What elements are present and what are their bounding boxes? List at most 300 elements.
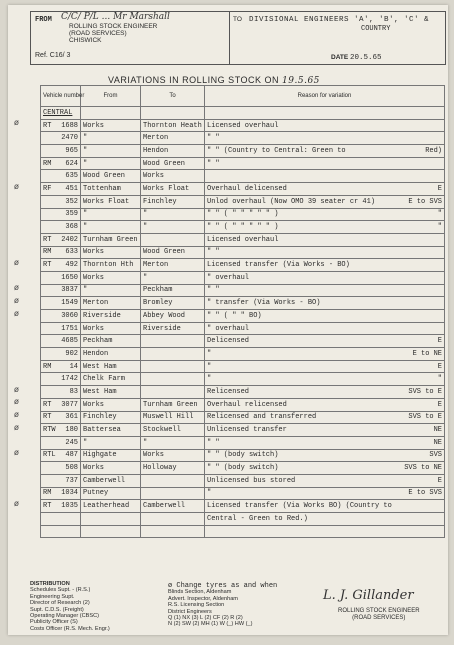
distribution-line: Schedules Supt. - (R.S.) — [30, 587, 91, 594]
from-cell: Works — [81, 246, 141, 259]
column-header: Reason for variation — [205, 86, 445, 107]
to-cell: Finchley — [141, 195, 205, 208]
table-row — [41, 233, 445, 246]
to-cell: Wood Green — [141, 246, 205, 259]
vehicle-number — [41, 284, 81, 297]
vehicle-id: 624 — [65, 159, 78, 168]
section-row — [41, 107, 445, 120]
table-row — [41, 284, 445, 297]
from-cell: Leatherhead — [81, 500, 141, 513]
vehicle-number — [41, 386, 81, 399]
to-cell — [141, 233, 205, 246]
vehicle-number — [41, 424, 81, 437]
table-row — [41, 398, 445, 411]
table-row — [41, 462, 445, 475]
vehicle-id: 1751 — [61, 324, 78, 333]
vehicle-id: 352 — [65, 197, 78, 206]
vehicle-number — [41, 259, 81, 272]
vehicle-number — [41, 221, 81, 234]
table-row — [41, 271, 445, 284]
reason-text: " " — [207, 134, 220, 143]
reason-cell — [205, 246, 445, 259]
vehicle-id: 1549 — [61, 299, 78, 308]
to-cell — [141, 513, 205, 526]
vehicle-id: 451 — [65, 184, 78, 193]
vehicle-prefix: RM — [43, 159, 52, 168]
handwritten-note: C/C/ P/L ... Mr Marshall — [61, 12, 170, 22]
date-field — [331, 54, 382, 62]
vehicle-id: 4685 — [61, 337, 78, 346]
cc-line: Blinds Section, Aldenham — [168, 589, 232, 596]
margin-mark: ø — [14, 499, 19, 508]
cc-line: Q (1) NX (3) L (2) CF (2) R (2) — [168, 615, 243, 622]
to-cell — [141, 525, 205, 538]
reason-text: " overhaul — [207, 324, 250, 333]
vehicle-number — [41, 246, 81, 259]
to-cell — [141, 474, 205, 487]
to-cell: Works — [141, 449, 205, 462]
vehicle-number — [41, 348, 81, 361]
status-code: Red) — [425, 146, 442, 155]
margin-mark: ø — [14, 410, 19, 420]
to-country: COUNTRY — [361, 25, 391, 33]
vehicle-number — [41, 360, 81, 373]
distribution-heading: DISTRIBUTION — [30, 581, 70, 587]
vehicle-number — [41, 271, 81, 284]
to-cell — [141, 360, 205, 373]
reason-text: " " (body switch) — [207, 464, 279, 473]
reason-text: " " ( " " " " " ) — [207, 210, 279, 219]
table-row — [41, 246, 445, 259]
status-code: SVS — [429, 451, 442, 460]
variations-table — [40, 85, 445, 538]
table-row — [41, 513, 445, 526]
reason-text: " overhaul — [207, 273, 250, 282]
vehicle-prefix: RT — [43, 502, 52, 511]
distribution-line: Publicity Officer (S) — [30, 619, 78, 626]
vehicle-prefix: RM — [43, 248, 52, 257]
vehicle-id: 1688 — [61, 121, 78, 130]
to-cell: Merton — [141, 259, 205, 272]
distribution-list — [30, 581, 110, 632]
vehicle-prefix: RT — [43, 413, 52, 422]
vehicle-number — [41, 449, 81, 462]
reason-text: Licensed transfer (Via Works BO) (Country to — [207, 502, 392, 511]
title-date: 19.5.65 — [282, 76, 320, 86]
vehicle-number — [41, 335, 81, 348]
margin-mark: ø — [14, 308, 19, 318]
status-code: SVS to E — [408, 387, 442, 396]
vehicle-prefix: RTL — [43, 451, 56, 460]
from-cell: Peckham — [81, 335, 141, 348]
table-row — [41, 373, 445, 386]
vehicle-id: 1742 — [61, 375, 78, 384]
from-cell: Wood Green — [81, 170, 141, 183]
reason-cell — [205, 424, 445, 437]
from-cell: Works Float — [81, 195, 141, 208]
from-cell: " — [81, 132, 141, 145]
status-code: " — [437, 375, 442, 384]
reason-cell — [205, 271, 445, 284]
from-cell: Putney — [81, 487, 141, 500]
to-cell: Works — [141, 170, 205, 183]
table-row — [41, 386, 445, 399]
tyre-note: ø Change tyres as and when — [168, 582, 278, 590]
vehicle-prefix: RT — [43, 121, 52, 130]
table-row — [41, 500, 445, 513]
from-cell: Chelk Farm — [81, 373, 141, 386]
table-row — [41, 525, 445, 538]
reason-cell — [205, 474, 445, 487]
reason-cell — [205, 500, 445, 513]
vehicle-id: 492 — [65, 261, 78, 270]
cc-list — [168, 583, 277, 628]
reason-cell — [205, 259, 445, 272]
status-code: E — [437, 476, 442, 485]
to-cell: Riverside — [141, 322, 205, 335]
reason-cell — [205, 386, 445, 399]
table-row — [41, 348, 445, 361]
reason-text: Unlod overhaul (Now OMO 39 seater cr 41) — [207, 197, 376, 206]
table-row — [41, 208, 445, 221]
vehicle-id: 361 — [65, 413, 78, 422]
to-cell: Peckham — [141, 284, 205, 297]
margin-mark: ø — [14, 384, 19, 394]
vehicle-number — [41, 157, 81, 170]
table-body — [41, 107, 445, 538]
from-cell: " — [81, 284, 141, 297]
reason-text: " " ( " " BO) — [207, 311, 262, 320]
vehicle-id: 1035 — [61, 502, 78, 511]
signature: L. J. Gillander — [323, 588, 414, 603]
from-label: FROM — [35, 16, 52, 24]
reason-cell — [205, 119, 445, 132]
vehicle-number — [41, 411, 81, 424]
vehicle-prefix: RM — [43, 362, 52, 371]
reason-cell — [205, 462, 445, 475]
from-cell: Works — [81, 119, 141, 132]
section-label: CENTRAL — [41, 107, 81, 120]
vehicle-id: 965 — [65, 146, 78, 155]
from-cell: Tottenham — [81, 183, 141, 196]
table-row — [41, 487, 445, 500]
reason-cell — [205, 170, 445, 183]
reason-cell — [205, 284, 445, 297]
vehicle-number — [41, 500, 81, 513]
reason-text: " " — [207, 286, 220, 295]
reason-text: " " (Country to Central: Green to — [207, 146, 346, 155]
vehicle-id: 1034 — [61, 489, 78, 498]
reason-cell — [205, 373, 445, 386]
to-cell — [141, 386, 205, 399]
to-cell: Merton — [141, 132, 205, 145]
to-cell — [141, 348, 205, 361]
vehicle-id: 3837 — [61, 286, 78, 295]
to-cell: " — [141, 221, 205, 234]
from-cell: " — [81, 157, 141, 170]
vehicle-id: 2470 — [61, 134, 78, 143]
table-row — [41, 335, 445, 348]
from-cell: " — [81, 221, 141, 234]
vehicle-number — [41, 233, 81, 246]
from-cell: " — [81, 208, 141, 221]
table-row — [41, 411, 445, 424]
vehicle-number — [41, 208, 81, 221]
to-cell: Bromley — [141, 297, 205, 310]
cc-line: R.S. Licensing Section — [168, 602, 225, 609]
vehicle-id: 508 — [65, 464, 78, 473]
reason-text: Overhaul delicensed — [207, 184, 287, 193]
from-cell — [81, 513, 141, 526]
from-cell: Finchley — [81, 411, 141, 424]
reason-cell — [205, 411, 445, 424]
from-cell: Turnham Green — [81, 233, 141, 246]
reason-text: " " — [207, 248, 220, 257]
vehicle-number — [41, 513, 81, 526]
vehicle-number — [41, 436, 81, 449]
table-row — [41, 221, 445, 234]
from-cell: Works — [81, 398, 141, 411]
to-cell: Abbey Wood — [141, 310, 205, 323]
to-cell — [141, 335, 205, 348]
table-row — [41, 170, 445, 183]
vehicle-id: 902 — [65, 349, 78, 358]
margin-mark: ø — [14, 181, 19, 191]
vehicle-number — [41, 132, 81, 145]
column-header: From — [81, 86, 141, 107]
margin-mark: ø — [14, 422, 19, 432]
signatory-line: ROLLING STOCK ENGINEER — [338, 608, 420, 614]
vehicle-number — [41, 525, 81, 538]
table-row — [41, 297, 445, 310]
reason-cell — [205, 195, 445, 208]
from-cell: Works — [81, 462, 141, 475]
reason-text: Delicensed — [207, 337, 250, 346]
reason-text: Unlicensed bus stored — [207, 476, 296, 485]
reason-text: " " — [207, 438, 220, 447]
title-text: VARIATIONS IN ROLLING STOCK ON — [108, 75, 280, 85]
vehicle-id: 737 — [65, 476, 78, 485]
distribution-line: Operating Manager (CBSC) — [30, 613, 100, 620]
reason-cell — [205, 360, 445, 373]
reason-text: " " ( " " " " " ) — [207, 223, 279, 232]
vehicle-id: 3077 — [61, 400, 78, 409]
reason-text: Unlicensed transfer — [207, 426, 287, 435]
reason-cell — [205, 310, 445, 323]
from-cell: Battersea — [81, 424, 141, 437]
reason-cell — [205, 132, 445, 145]
reason-cell — [205, 487, 445, 500]
status-code: E to SVS — [408, 197, 442, 206]
vehicle-id: 359 — [65, 210, 78, 219]
vehicle-number — [41, 297, 81, 310]
signatory-line: (ROAD SERVICES) — [352, 615, 406, 621]
vehicle-number — [41, 310, 81, 323]
vehicle-id: 245 — [65, 438, 78, 447]
status-code: E to NE — [412, 349, 442, 358]
reason-cell — [205, 157, 445, 170]
from-cell: West Ham — [81, 360, 141, 373]
vehicle-prefix: RM — [43, 489, 52, 498]
to-cell — [141, 487, 205, 500]
distribution-line: Engineering Supt. — [30, 593, 75, 600]
cc-line: N (2) SW (2) MH (1) W (_) HW (_) — [168, 621, 253, 628]
to-cell: Wood Green — [141, 157, 205, 170]
from-cell: Works — [81, 271, 141, 284]
table-row — [41, 436, 445, 449]
memo-header — [30, 11, 446, 65]
from-cell: Thornton Hth — [81, 259, 141, 272]
vehicle-number — [41, 119, 81, 132]
vehicle-id: 633 — [65, 248, 78, 257]
vehicle-number — [41, 462, 81, 475]
to-cell: Thornton Heath — [141, 119, 205, 132]
vehicle-id: 180 — [65, 426, 78, 435]
table-row — [41, 119, 445, 132]
to-cell — [141, 373, 205, 386]
date-label: DATE — [331, 54, 349, 61]
table-row — [41, 183, 445, 196]
reason-text: " " (body switch) — [207, 451, 279, 460]
vehicle-id: 368 — [65, 223, 78, 232]
reason-cell — [205, 525, 445, 538]
margin-mark: ø — [14, 397, 19, 407]
vehicle-id: 635 — [65, 172, 78, 181]
vehicle-number — [41, 183, 81, 196]
to-cell: " — [141, 436, 205, 449]
vehicle-prefix: RT — [43, 261, 52, 270]
status-code: " — [437, 223, 442, 232]
vehicle-prefix: RF — [43, 184, 52, 193]
to-label: TO — [233, 16, 242, 23]
table-row — [41, 145, 445, 158]
reason-cell — [205, 348, 445, 361]
status-code: E to SVS — [408, 489, 442, 498]
reason-cell — [205, 513, 445, 526]
from-cell: West Ham — [81, 386, 141, 399]
vehicle-number — [41, 487, 81, 500]
reason-cell — [205, 233, 445, 246]
reason-text: Central - Green to Red.) — [207, 514, 308, 523]
from-cell: Highgate — [81, 449, 141, 462]
to-cell: Muswell Hill — [141, 411, 205, 424]
reference: Ref. C16/ 3 — [35, 52, 71, 59]
from-cell — [81, 525, 141, 538]
table-row — [41, 474, 445, 487]
reason-cell — [205, 145, 445, 158]
reason-text: Licensed overhaul — [207, 121, 279, 130]
reason-cell — [205, 322, 445, 335]
status-code: NE — [433, 438, 442, 447]
reason-text: " transfer (Via Works - BO) — [207, 299, 321, 308]
distribution-line: Director of Research (2) — [30, 600, 90, 607]
from-cell: Hendon — [81, 348, 141, 361]
status-code: SVS to E — [408, 413, 442, 422]
vehicle-number — [41, 398, 81, 411]
reason-cell — [205, 449, 445, 462]
date-value: 20.5.65 — [350, 54, 382, 62]
reason-cell — [205, 221, 445, 234]
status-code: E — [437, 184, 442, 193]
reason-cell — [205, 436, 445, 449]
vehicle-number — [41, 170, 81, 183]
vehicle-number — [41, 373, 81, 386]
table-header-row — [41, 86, 445, 107]
cc-line: Advert. Inspector, Aldenham — [168, 595, 238, 602]
distribution-line: Supt. C.D.S. (Freight) — [30, 606, 84, 613]
reason-cell — [205, 183, 445, 196]
to-address: DIVISIONAL ENGINEERS 'A', 'B', 'C' & — [249, 16, 430, 24]
signatory-title — [338, 608, 420, 622]
reason-text: " — [207, 362, 212, 371]
table-row — [41, 360, 445, 373]
status-code: E — [437, 400, 442, 409]
distribution-line: Costs Officer (R.S. Mech. Engr.) — [30, 625, 110, 632]
status-code: SVS to NE — [404, 464, 442, 473]
reason-text: " — [207, 489, 212, 498]
reason-cell — [205, 335, 445, 348]
from-cell: Camberwell — [81, 474, 141, 487]
reason-text: Relicensed and transferred — [207, 413, 317, 422]
table-row — [41, 310, 445, 323]
margin-mark: ø — [14, 283, 19, 293]
table-row — [41, 449, 445, 462]
sender-line: (ROAD SERVICES) — [69, 30, 127, 37]
reason-text: Licensed overhaul — [207, 235, 279, 244]
vehicle-number — [41, 195, 81, 208]
reason-text: Licensed transfer (Via Works - BO) — [207, 261, 350, 270]
table-row — [41, 259, 445, 272]
vehicle-id: 83 — [69, 387, 78, 396]
reason-text: " " — [207, 159, 220, 168]
reason-text: " — [207, 349, 212, 358]
from-cell: Riverside — [81, 310, 141, 323]
reason-text: " — [207, 375, 212, 384]
vehicle-id: 14 — [69, 362, 78, 371]
column-header: Vehicle number — [41, 86, 81, 107]
vehicle-number — [41, 145, 81, 158]
to-cell: Turnham Green — [141, 398, 205, 411]
vehicle-id: 1650 — [61, 273, 78, 282]
from-cell: Works — [81, 322, 141, 335]
vehicle-id: 487 — [65, 451, 78, 460]
vehicle-prefix: RT — [43, 400, 52, 409]
vehicle-prefix: RT — [43, 235, 52, 244]
sender-line: ROLLING STOCK ENGINEER — [69, 23, 158, 30]
to-cell: Camberwell — [141, 500, 205, 513]
from-box — [31, 12, 230, 64]
to-cell: Stockwell — [141, 424, 205, 437]
reason-cell — [205, 398, 445, 411]
margin-mark: ø — [14, 295, 19, 305]
vehicle-prefix: RTW — [43, 426, 56, 435]
vehicle-number — [41, 474, 81, 487]
status-code: E — [437, 337, 442, 346]
margin-mark: ø — [14, 257, 19, 267]
to-cell: Works Float — [141, 183, 205, 196]
table-row — [41, 424, 445, 437]
reason-text: Relicensed — [207, 387, 250, 396]
reason-cell — [205, 208, 445, 221]
margin-mark: ø — [14, 118, 19, 127]
status-code: NE — [433, 426, 442, 435]
status-code: E — [437, 362, 442, 371]
margin-mark: ø — [14, 448, 19, 458]
to-cell: " — [141, 271, 205, 284]
from-cell: " — [81, 436, 141, 449]
to-cell: Hendon — [141, 145, 205, 158]
vehicle-number — [41, 322, 81, 335]
